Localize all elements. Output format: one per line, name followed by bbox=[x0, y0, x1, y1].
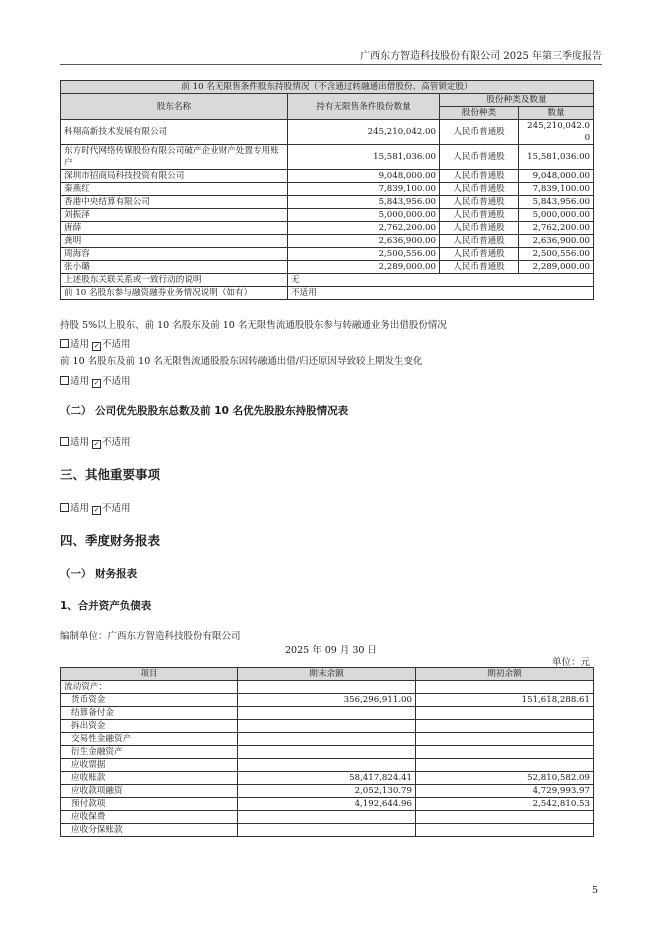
end-balance bbox=[238, 824, 416, 837]
line-item: 应收款项融资 bbox=[61, 785, 238, 798]
share-count: 7,839,100.00 bbox=[519, 183, 594, 196]
col-header-item: 项目 bbox=[61, 668, 238, 681]
unit-label: 单位：元 bbox=[551, 657, 590, 668]
table-row bbox=[61, 170, 594, 183]
begin-balance: 2,542,810.53 bbox=[416, 798, 594, 811]
table-row bbox=[61, 694, 594, 707]
holding-qty: 5,843,956.00 bbox=[288, 196, 440, 209]
holding-qty: 2,289,000.00 bbox=[288, 261, 440, 274]
share-count: 2,500,556.00 bbox=[519, 248, 594, 261]
checkbox-row-4: 适用 ✓ 不适用 bbox=[60, 500, 131, 515]
holding-qty: 7,839,100.00 bbox=[288, 183, 440, 196]
share-count: 15,581,036.00 bbox=[519, 145, 594, 170]
col-header-begin: 期初余额 bbox=[416, 668, 594, 681]
line-item: 货币资金 bbox=[61, 694, 238, 707]
line-item: 应收保费 bbox=[61, 811, 238, 824]
line-item: 应收票据 bbox=[61, 759, 238, 772]
para-change: 前 10 名股东及前 10 名无限售流通股股东因转融通出借/归还原因导致较上期发生变化 bbox=[60, 356, 423, 367]
share-count: 245,210,042.00 bbox=[519, 120, 594, 145]
col-header-qty: 持有无限售条件股份数量 bbox=[288, 94, 440, 120]
holding-qty: 2,762,200.00 bbox=[288, 222, 440, 235]
share-kind: 人民币普通股 bbox=[440, 120, 519, 145]
note-relation-value: 无 bbox=[288, 274, 594, 287]
col-header-kind-group: 股份种类及数量 bbox=[440, 94, 594, 107]
table-row bbox=[61, 759, 594, 772]
begin-balance bbox=[416, 824, 594, 837]
line-item: 应收分保账款 bbox=[61, 824, 238, 837]
begin-balance bbox=[416, 733, 594, 746]
compiler-line: 编制单位：广西东方智造科技股份有限公司 bbox=[60, 631, 241, 642]
col-header-end: 期末余额 bbox=[238, 668, 416, 681]
share-kind: 人民币普通股 bbox=[440, 235, 519, 248]
end-balance bbox=[238, 707, 416, 720]
shareholder-name: 香港中央结算有限公司 bbox=[61, 196, 288, 209]
section-other-matters: 三、其他重要事项 bbox=[60, 467, 161, 482]
holding-qty: 15,581,036.00 bbox=[288, 145, 440, 170]
section-preferred-shares: （二） 公司优先股股东总数及前 10 名优先股股东持股情况表 bbox=[60, 405, 349, 417]
begin-balance bbox=[416, 707, 594, 720]
share-kind: 人民币普通股 bbox=[440, 196, 519, 209]
end-balance bbox=[238, 746, 416, 759]
end-balance: 4,192,644.96 bbox=[238, 798, 416, 811]
balance-sheet-table bbox=[60, 667, 594, 837]
table-row bbox=[61, 681, 594, 694]
table-row bbox=[61, 746, 594, 759]
page-number: 5 bbox=[591, 885, 598, 896]
header-rule bbox=[60, 64, 602, 65]
share-kind: 人民币普通股 bbox=[440, 209, 519, 222]
table-row bbox=[61, 733, 594, 746]
col-header-name: 股东名称 bbox=[61, 94, 288, 120]
end-balance: 356,296,911.00 bbox=[238, 694, 416, 707]
table-row bbox=[61, 824, 594, 837]
unchecked-box-icon bbox=[60, 376, 69, 385]
begin-balance bbox=[416, 759, 594, 772]
unchecked-box-icon bbox=[60, 437, 69, 446]
share-kind: 人民币普通股 bbox=[440, 145, 519, 170]
page-header: 广西东方智造科技股份有限公司 2025 年第三季度报告 bbox=[360, 51, 602, 62]
table-title: 前 10 名无限售条件股东持股情况（不含通过转融通出借股份、高管锁定股） bbox=[61, 81, 594, 94]
share-kind: 人民币普通股 bbox=[440, 248, 519, 261]
checkbox-row-1: 适用 ✓ 不适用 bbox=[60, 336, 131, 351]
report-date: 2025 年 09 月 30 日 bbox=[285, 645, 377, 656]
share-count: 2,636,900.00 bbox=[519, 235, 594, 248]
table-row bbox=[61, 261, 594, 274]
share-kind: 人民币普通股 bbox=[440, 261, 519, 274]
shareholder-name: 龚明 bbox=[61, 235, 288, 248]
line-item: 衍生金融资产 bbox=[61, 746, 238, 759]
share-count: 2,762,200.00 bbox=[519, 222, 594, 235]
begin-balance bbox=[416, 811, 594, 824]
table-row bbox=[61, 120, 594, 145]
line-item: 拆出资金 bbox=[61, 720, 238, 733]
end-balance bbox=[238, 720, 416, 733]
shareholder-name: 秦燕红 bbox=[61, 183, 288, 196]
top10-unrestricted-shareholders-table bbox=[60, 80, 594, 300]
checkbox-row-2: 适用 ✓ 不适用 bbox=[60, 373, 131, 388]
holding-qty: 2,636,900.00 bbox=[288, 235, 440, 248]
table-row bbox=[61, 811, 594, 824]
table-row bbox=[61, 798, 594, 811]
end-balance bbox=[238, 759, 416, 772]
holding-qty: 2,500,556.00 bbox=[288, 248, 440, 261]
share-kind: 人民币普通股 bbox=[440, 183, 519, 196]
line-item: 预付款项 bbox=[61, 798, 238, 811]
share-count: 9,048,000.00 bbox=[519, 170, 594, 183]
shareholder-name: 唐薛 bbox=[61, 222, 288, 235]
checked-box-icon: ✓ bbox=[93, 506, 100, 514]
checkbox-row-3: 适用 ✓ 不适用 bbox=[60, 434, 131, 449]
holding-qty: 245,210,042.00 bbox=[288, 120, 440, 145]
table-row bbox=[61, 235, 594, 248]
table-row bbox=[61, 772, 594, 785]
begin-balance: 4,729,993.97 bbox=[416, 785, 594, 798]
unchecked-box-icon bbox=[60, 339, 69, 348]
table-row bbox=[61, 209, 594, 222]
table-row bbox=[61, 785, 594, 798]
shareholder-name: 张小璐 bbox=[61, 261, 288, 274]
begin-balance bbox=[416, 720, 594, 733]
begin-balance bbox=[416, 681, 594, 694]
para-lending: 持股 5%以上股东、前 10 名股东及前 10 名无限售流通股股东参与转融通业务出借股份情况 bbox=[60, 320, 447, 331]
end-balance: 2,052,130.79 bbox=[238, 785, 416, 798]
table-row bbox=[61, 183, 594, 196]
shareholder-name: 科翔高新技术发展有限公司 bbox=[61, 120, 288, 145]
col-header-count: 数量 bbox=[519, 107, 594, 120]
share-count: 5,000,000.00 bbox=[519, 209, 594, 222]
holding-qty: 9,048,000.00 bbox=[288, 170, 440, 183]
unchecked-box-icon bbox=[60, 503, 69, 512]
begin-balance: 151,618,288.61 bbox=[416, 694, 594, 707]
line-item: 应收账款 bbox=[61, 772, 238, 785]
holding-qty: 5,000,000.00 bbox=[288, 209, 440, 222]
begin-balance: 52,810,582.09 bbox=[416, 772, 594, 785]
end-balance bbox=[238, 681, 416, 694]
col-header-kind: 股份种类 bbox=[440, 107, 519, 120]
shareholder-name: 东方时代网络传媒股份有限公司破产企业财产处置专用账户 bbox=[61, 145, 288, 170]
table-row bbox=[61, 196, 594, 209]
subsection-statements: （一） 财务报表 bbox=[60, 568, 138, 580]
table-row bbox=[61, 248, 594, 261]
share-kind: 人民币普通股 bbox=[440, 170, 519, 183]
end-balance bbox=[238, 733, 416, 746]
note-relation-label: 上述股东关联关系或一致行动的说明 bbox=[61, 274, 288, 287]
line-item: 结算备付金 bbox=[61, 707, 238, 720]
shareholder-name: 周海容 bbox=[61, 248, 288, 261]
table-row bbox=[61, 145, 594, 170]
end-balance bbox=[238, 811, 416, 824]
note-margin-label: 前 10 名股东参与融资融券业务情况说明（如有） bbox=[61, 287, 288, 300]
begin-balance bbox=[416, 746, 594, 759]
end-balance: 58,417,824.41 bbox=[238, 772, 416, 785]
share-kind: 人民币普通股 bbox=[440, 222, 519, 235]
checked-box-icon: ✓ bbox=[93, 342, 100, 350]
shareholder-name: 深圳市招商局科技投资有限公司 bbox=[61, 170, 288, 183]
shareholder-name: 刘振泽 bbox=[61, 209, 288, 222]
share-count: 5,843,956.00 bbox=[519, 196, 594, 209]
share-count: 2,289,000.00 bbox=[519, 261, 594, 274]
table-row bbox=[61, 707, 594, 720]
note-margin-value: 不适用 bbox=[288, 287, 594, 300]
checked-box-icon: ✓ bbox=[93, 440, 100, 448]
section-financial-statements: 四、季度财务报表 bbox=[60, 533, 161, 548]
subsection-balance-sheet: 1、合并资产负债表 bbox=[60, 600, 152, 612]
table-row bbox=[61, 720, 594, 733]
line-item: 交易性金融资产 bbox=[61, 733, 238, 746]
line-item: 流动资产： bbox=[61, 681, 238, 694]
table-row bbox=[61, 222, 594, 235]
checked-box-icon: ✓ bbox=[93, 379, 100, 387]
